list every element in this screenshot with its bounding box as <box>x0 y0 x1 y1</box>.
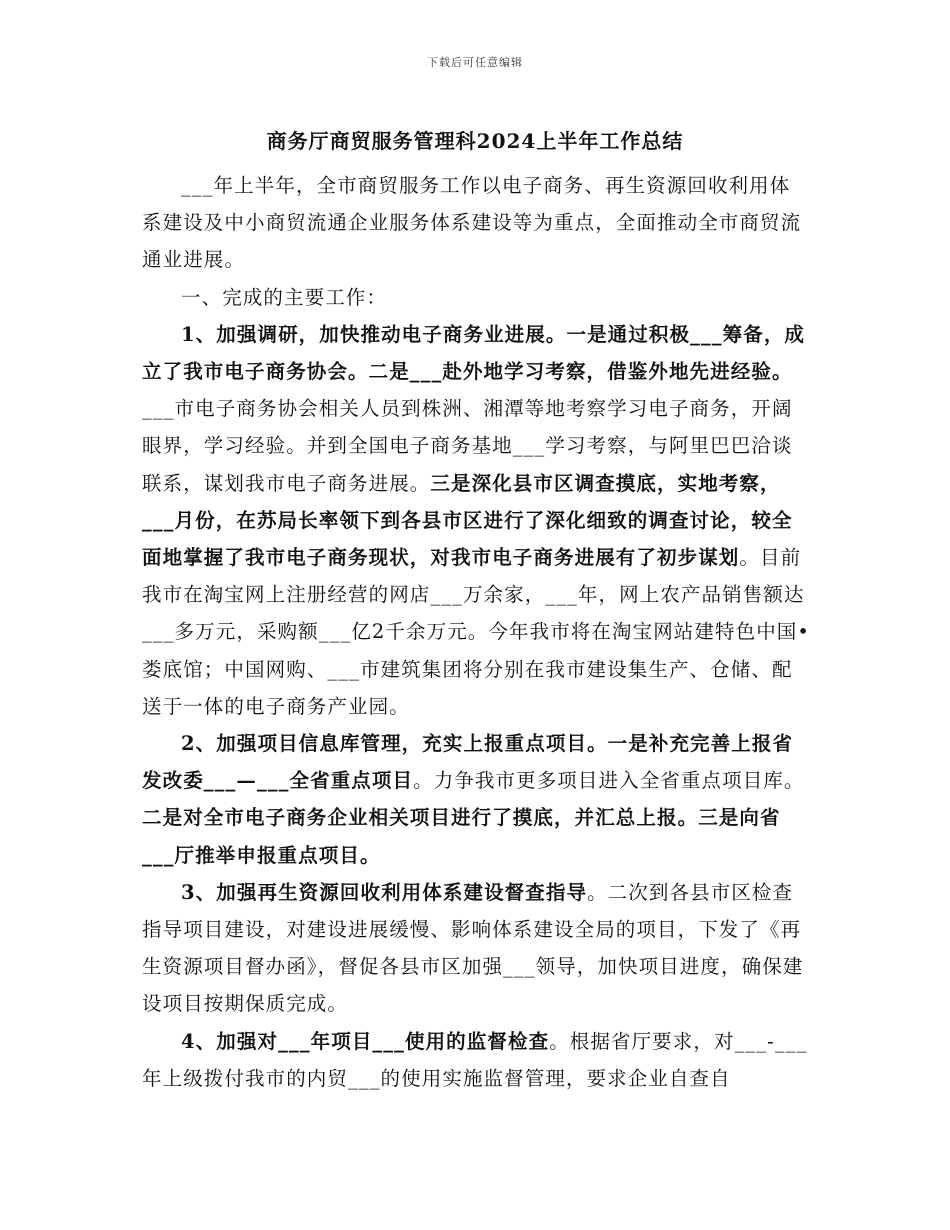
text-run: 。二次到各县市区检查指导项目建设，对建设进展缓慢、影响体系建设全局的项目，下发了《再生资源项目督办函》，督促各县市区加强___领导，加快项目进度，确保建设项目按期保质完成。 <box>142 880 804 1016</box>
text-run: 。力争我市更多项目进入全省重点项目库。 <box>413 769 805 793</box>
paragraph <box>142 725 810 874</box>
bold-text-run: 1、加强调研，加快推动电子商务业进展。一是通过积极___筹备，成立了我市电子商务协会。二是___赴外地学习考察，借鉴外地先进经验。 <box>142 322 806 384</box>
paragraph <box>142 167 810 279</box>
text-run: ___年上半年，全市商贸服务工作以电子商务、再生资源回收利用体系建设及中小商贸流通企业服务体系建设等为重点，全面推动全市商贸流通业进展。 <box>142 174 802 272</box>
paragraph <box>142 1023 810 1097</box>
text-run: 。目前我市在淘宝网上注册经营的网店___万余家，___年，网上农产品销售额达___多万元，采购额___亿2千余万元。今年我市将在淘宝网站建特色中国•娄底馆；中国网购、___市建筑集团将分别在我市建设集生产、仓储、配送于一体的电子商务产业园。 <box>142 546 811 718</box>
page-header: 下载后可任意编辑 <box>427 56 523 69</box>
text-run: 一、完成的主要工作： <box>181 285 388 309</box>
paragraph <box>142 874 810 1023</box>
paragraph <box>142 316 810 725</box>
document-body <box>142 167 810 1097</box>
bold-text-run: 3、加强再生资源回收利用体系建设督查指导 <box>181 880 588 904</box>
text-run: 。根据省厅要求，对___-___年上级拨付我市的内贸___的使用实施监督管理，要求企业自查自 <box>142 1029 808 1090</box>
text-run: ___市电子商务协会相关人员到株洲、湘潭等地考察学习电子商务，开阔眼界，学习经验。并到全国电子商务基地___学习考察，与阿里巴巴洽谈联系，谋划我市电子商务进展。 <box>142 397 793 495</box>
bold-text-run: 二是对全市电子商务企业相关项目进行了摸底，并汇总上报。三是向省___厅推举申报重点项目。 <box>142 806 781 867</box>
paragraph <box>142 279 810 316</box>
bold-text-run: 三是深化县市区调查摸底，实地考察，___月份，在苏局长率领下到各县市区进行了深化细致的调查讨论，较全面地掌握了我市电子商务现状，对我市电子商务进展有了初步谋划 <box>142 471 793 570</box>
bold-text-run: 2、加强项目信息库管理，充实上报重点项目。一是补充完善上报省发改委___—___全省重点项目 <box>142 732 794 793</box>
bold-text-run: 4、加强对___年项目___使用的监督检查 <box>181 1029 550 1053</box>
document-title: 商务厅商贸服务管理科2024上半年工作总结 <box>266 129 684 153</box>
